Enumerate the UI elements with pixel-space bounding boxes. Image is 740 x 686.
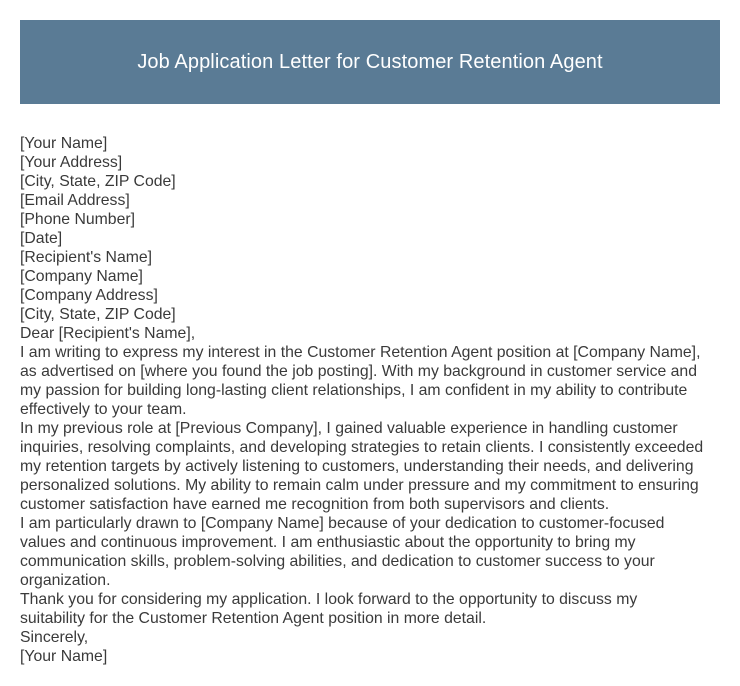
- paragraph-line: suitability for the Customer Retention Agent position in more detail.: [20, 610, 487, 627]
- sender-email: [Email Address]: [20, 192, 130, 209]
- sender-phone: [Phone Number]: [20, 211, 136, 228]
- paragraph-motivation: [20, 514, 720, 590]
- paragraph-line: I am particularly drawn to [Company Name] because of your dedication to customer-focused: [20, 515, 665, 532]
- paragraph-line: my passion for building long-lasting client relationships, I am confident in my ability to contribute: [20, 382, 688, 399]
- paragraph-line: as advertised on [where you found the job posting]. With my background in customer service and: [20, 363, 697, 380]
- paragraph-experience: [20, 419, 720, 514]
- header-bar: [20, 20, 720, 104]
- company-address: [Company Address]: [20, 287, 158, 304]
- paragraph-line: inquiries, resolving complaints, and developing strategies to retain clients. I consistently exceeded: [20, 439, 704, 456]
- salutation: Dear [Recipient's Name],: [20, 325, 196, 342]
- paragraph-intro: [20, 343, 720, 419]
- paragraph-line: communication skills, problem-solving abilities, and dedication to customer success to your: [20, 553, 655, 570]
- paragraph-line: customer satisfaction have earned me recognition from both supervisors and clients.: [20, 496, 610, 513]
- company-name: [Company Name]: [20, 268, 143, 285]
- paragraph-line: personalized solutions. My ability to remain calm under pressure and my commitment to ensuring: [20, 477, 699, 494]
- company-city: [City, State, ZIP Code]: [20, 306, 176, 323]
- paragraph-line: I am writing to express my interest in the Customer Retention Agent position at [Company Name],: [20, 344, 701, 361]
- paragraph-line: my retention targets by actively listening to customers, understanding their needs, and delivering: [20, 458, 694, 475]
- page-title: Job Application Letter for Customer Retention Agent: [137, 50, 603, 73]
- sender-address: [Your Address]: [20, 154, 123, 171]
- signature-name: [Your Name]: [20, 648, 108, 665]
- paragraph-line: Thank you for considering my application. I look forward to the opportunity to discuss my: [20, 591, 638, 608]
- closing: Sincerely,: [20, 629, 89, 646]
- sender-name: [Your Name]: [20, 135, 108, 152]
- paragraph-line: In my previous role at [Previous Company], I gained valuable experience in handling customer: [20, 420, 678, 437]
- paragraph-line: values and continuous improvement. I am enthusiastic about the opportunity to bring my: [20, 534, 636, 551]
- sender-city: [City, State, ZIP Code]: [20, 173, 176, 190]
- letter-body: [20, 134, 720, 666]
- paragraph-closing: [20, 590, 720, 628]
- letter-date: [Date]: [20, 230, 63, 247]
- paragraph-line: organization.: [20, 572, 111, 589]
- paragraph-line: effectively to your team.: [20, 401, 187, 418]
- recipient-name: [Recipient's Name]: [20, 249, 153, 266]
